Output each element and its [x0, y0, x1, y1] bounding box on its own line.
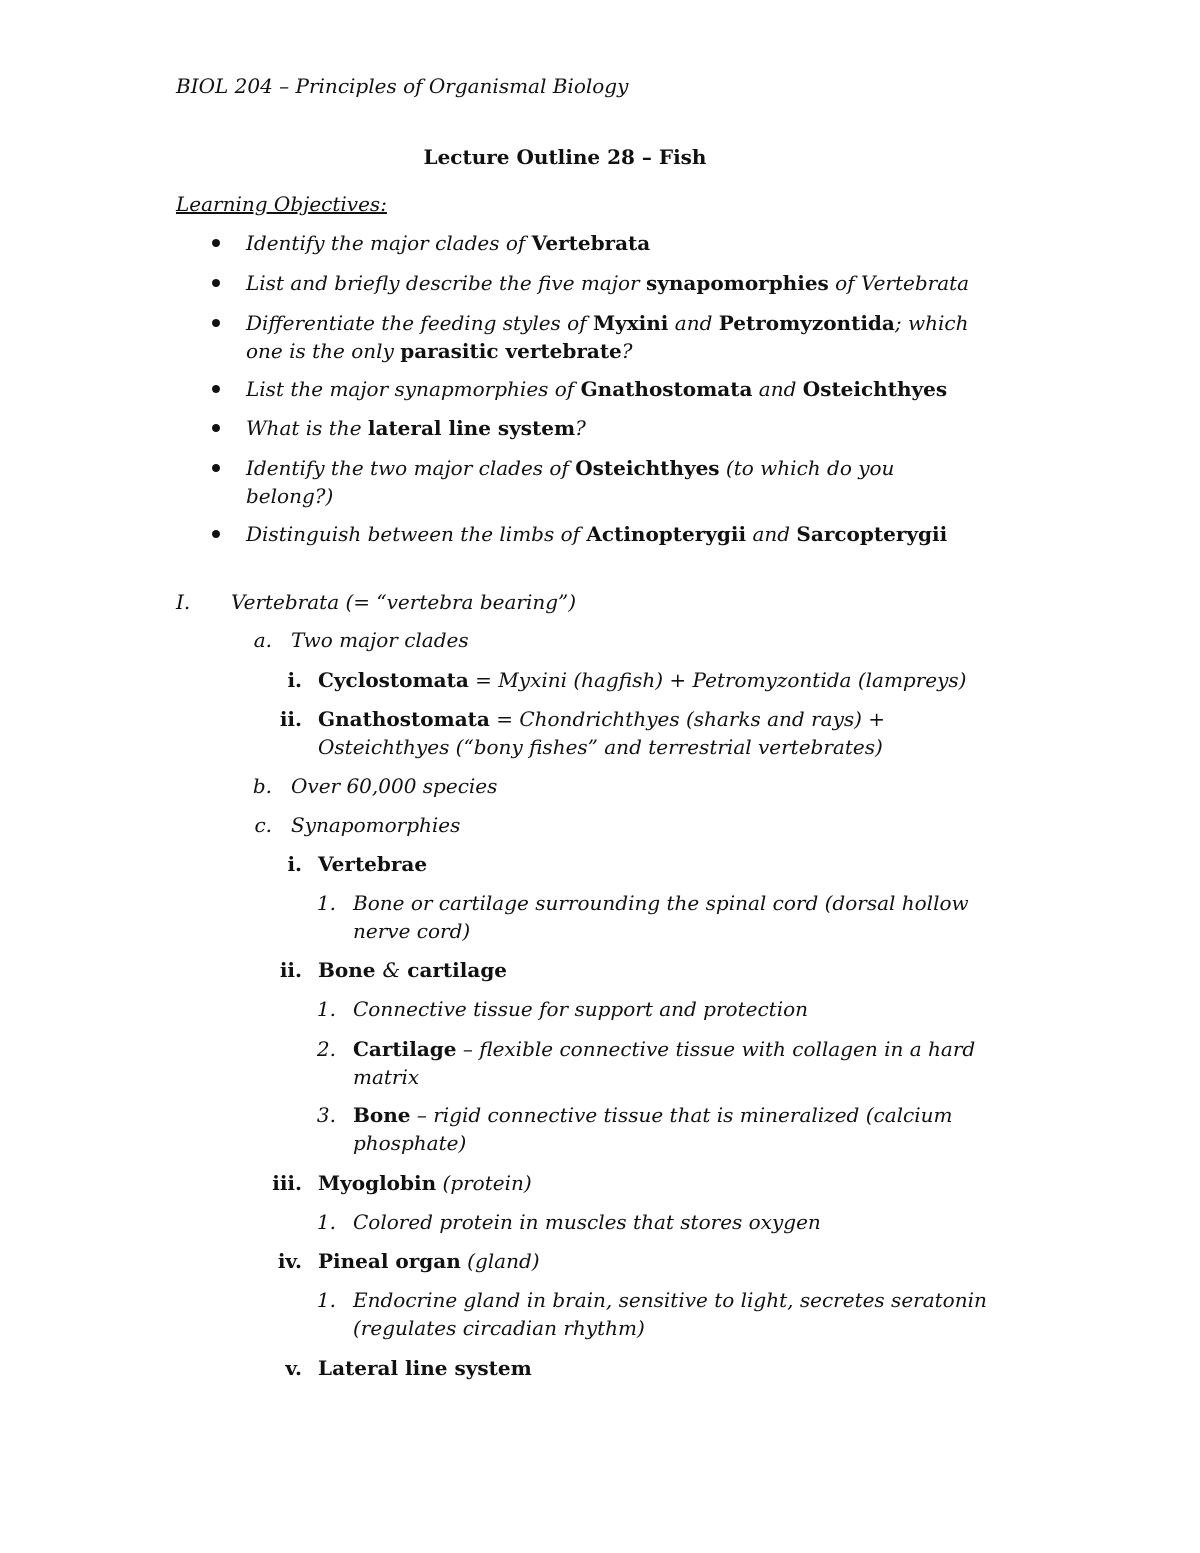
outline-item: [353, 995, 808, 1023]
bullet-icon: [212, 464, 220, 472]
text-span: List the major synapmorphies of: [246, 377, 581, 401]
bold-term: Gnathostomata: [580, 377, 753, 401]
bullet-icon: [212, 279, 220, 287]
text-span: Two major clades: [291, 628, 469, 652]
outline-marker: v.: [285, 1356, 302, 1380]
text-span: Bone or cartilage surrounding the spinal cord (dorsal hollow: [353, 891, 969, 915]
outline-marker: 1.: [316, 1288, 336, 1312]
text-span: one is the only: [246, 339, 401, 363]
outline-item: [353, 1035, 975, 1063]
text-span: = Myxini (hagfish) + Petromyzontida (lampreys): [468, 668, 967, 692]
outline-marker: 3.: [316, 1103, 336, 1127]
outline-item: [318, 1169, 532, 1197]
text-span: and: [752, 377, 803, 401]
objective-item: [246, 375, 947, 403]
bullet-icon: [212, 530, 220, 538]
text-span: Differentiate the feeding styles of: [246, 311, 593, 335]
objective-item: [246, 520, 947, 548]
text-span: belong?): [246, 484, 334, 508]
outline-marker: ii.: [279, 707, 302, 731]
outline-item: [353, 1208, 821, 1236]
bullet-icon: [212, 424, 220, 432]
text-span: and: [668, 311, 719, 335]
objective-item: [246, 229, 650, 257]
outline-marker: iii.: [272, 1171, 302, 1195]
bold-term: Bone: [353, 1103, 411, 1127]
course-header: BIOL 204 – Principles of Organismal Biology: [176, 74, 629, 98]
outline-marker: 1.: [316, 891, 336, 915]
outline-marker: i.: [287, 852, 302, 876]
objective-item: [246, 309, 968, 337]
objective-item: [246, 414, 586, 442]
text-span: Distinguish between the limbs of: [246, 522, 587, 546]
outline-marker: a.: [253, 628, 272, 652]
outline-item: [353, 889, 969, 917]
outline-item: [353, 1286, 987, 1314]
outline-marker: i.: [287, 668, 302, 692]
outline-item: [291, 772, 497, 800]
outline-item-continued: [353, 917, 470, 945]
text-span: – flexible connective tissue with collagen in a hard: [456, 1037, 976, 1061]
outline-item: [231, 588, 576, 616]
text-span: phosphate): [353, 1131, 467, 1155]
outline-item: [318, 850, 427, 878]
text-span: Synapomorphies: [291, 813, 461, 837]
bold-term: Osteichthyes: [575, 456, 720, 480]
bold-term: cartilage: [400, 958, 508, 982]
bold-term: Myxini: [592, 311, 669, 335]
bold-term: Actinopterygii: [586, 522, 747, 546]
text-span: ; which: [894, 311, 969, 335]
outline-item-continued: [318, 733, 883, 761]
bold-term: Sarcopterygii: [796, 522, 948, 546]
outline-item-continued: [353, 1063, 419, 1091]
text-span: Vertebrata (= “vertebra bearing”): [231, 590, 577, 614]
bold-term: synapomorphies: [645, 271, 829, 295]
text-span: Identify the major clades of: [246, 231, 532, 255]
outline-marker: iv.: [277, 1249, 302, 1273]
outline-item: [291, 626, 469, 654]
objective-item: [246, 269, 969, 297]
outline-marker: 1.: [316, 997, 336, 1021]
text-span: List and briefly describe the five major: [246, 271, 646, 295]
bold-term: Gnathostomata: [318, 707, 490, 731]
objective-item: [246, 454, 894, 482]
outline-item-continued: [353, 1314, 645, 1342]
page-title: Lecture Outline 28 – Fish: [423, 145, 707, 169]
text-span: &: [382, 958, 401, 982]
outline-marker: I.: [176, 590, 191, 614]
bold-term: parasitic vertebrate: [400, 339, 622, 363]
outline-item: [291, 811, 460, 839]
text-span: = Chondrichthyes (sharks and rays) +: [489, 707, 886, 731]
outline-item: [353, 1101, 952, 1129]
text-span: ?: [621, 339, 633, 363]
outline-marker: 1.: [316, 1210, 336, 1234]
text-span: (gland): [460, 1249, 540, 1273]
text-span: nerve cord): [353, 919, 471, 943]
text-span: (protein): [436, 1171, 532, 1195]
outline-item: [318, 705, 885, 733]
text-span: and: [746, 522, 797, 546]
bold-term: Lateral line system: [318, 1356, 532, 1380]
outline-item-continued: [353, 1129, 466, 1157]
bullet-icon: [212, 385, 220, 393]
bold-term: Myoglobin: [318, 1171, 437, 1195]
outline-item: [318, 956, 507, 984]
bold-term: Cartilage: [353, 1037, 457, 1061]
outline-marker: 2.: [316, 1037, 336, 1061]
text-span: of Vertebrata: [828, 271, 970, 295]
bold-term: Pineal organ: [318, 1249, 461, 1273]
text-span: Colored protein in muscles that stores oxygen: [353, 1210, 821, 1234]
text-span: (regulates circadian rhythm): [353, 1316, 645, 1340]
outline-item: [318, 1354, 532, 1382]
text-span: ?: [575, 416, 586, 440]
text-span: Endocrine gland in brain, sensitive to light, secretes seratonin: [353, 1288, 987, 1312]
bold-term: Osteichthyes: [802, 377, 948, 401]
text-span: matrix: [353, 1065, 420, 1089]
objectives-heading: Learning Objectives:: [176, 192, 387, 216]
bold-term: Petromyzontida: [718, 311, 895, 335]
text-span: Identify the two major clades of: [246, 456, 576, 480]
bold-term: Vertebrata: [531, 231, 651, 255]
bullet-icon: [212, 319, 220, 327]
text-span: – rigid connective tissue that is mineralized (calcium: [410, 1103, 953, 1127]
text-span: Connective tissue for support and protection: [353, 997, 809, 1021]
outline-marker: c.: [254, 813, 272, 837]
objective-item-continued: [246, 337, 633, 365]
bold-term: Bone: [318, 958, 383, 982]
bold-term: Cyclostomata: [318, 668, 469, 692]
text-span: Over 60,000 species: [291, 774, 498, 798]
outline-marker: ii.: [279, 958, 302, 982]
bold-term: lateral line system: [367, 416, 576, 440]
bullet-icon: [212, 239, 220, 247]
text-span: What is the: [246, 416, 368, 440]
objective-item-continued: [246, 482, 333, 510]
bold-term: Vertebrae: [318, 852, 428, 876]
outline-item: [318, 1247, 540, 1275]
text-span: (to which do you: [719, 456, 895, 480]
outline-marker: b.: [252, 774, 272, 798]
outline-item: [318, 666, 966, 694]
text-span: Osteichthyes (“bony fishes” and terrestrial vertebrates): [318, 735, 883, 759]
